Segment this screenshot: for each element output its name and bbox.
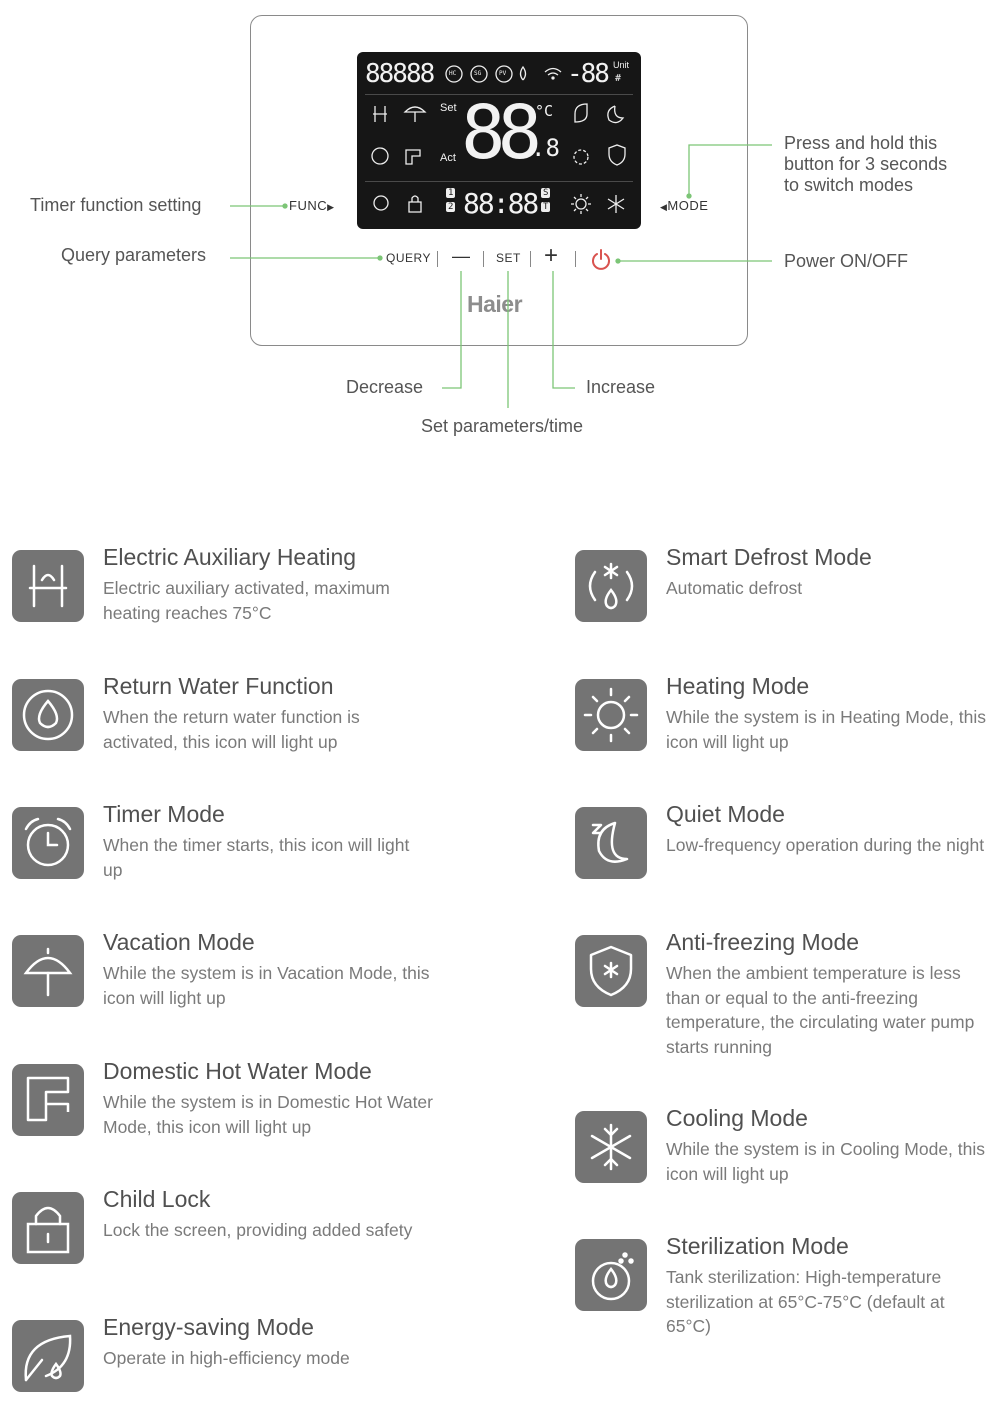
- feature-description: While the system is in Domestic Hot Water Mode, this icon will light up: [103, 1092, 433, 1137]
- feature-title: Quiet Mode: [666, 801, 785, 827]
- shield-snowflake-icon: [575, 935, 647, 1007]
- feature-title: Anti-freezing Mode: [666, 929, 860, 955]
- lcd-main-decimal: .8: [531, 134, 560, 162]
- feature-description: Low-frequency operation during the night: [666, 835, 985, 855]
- moon-icon: [575, 807, 647, 879]
- feature-title: Electric Auxiliary Heating: [103, 544, 357, 570]
- sun-icon: [575, 679, 647, 751]
- increase-callout-line: [553, 271, 575, 388]
- lcd-main-digits: 88: [461, 90, 535, 176]
- lcd-right-digits: -88: [567, 59, 608, 89]
- mode-callout-line: [689, 145, 772, 196]
- mode-callout-text: [784, 133, 947, 196]
- feature-title: Vacation Mode: [103, 929, 255, 955]
- feature-title: Energy-saving Mode: [103, 1314, 314, 1340]
- badge-2: 2: [448, 202, 454, 212]
- feature-description: While the system is in Heating Mode, this icon will light up: [666, 707, 986, 752]
- return-water-icon: [12, 679, 84, 751]
- query-callout-text: Query parameters: [61, 245, 207, 265]
- feature-title: Smart Defrost Mode: [666, 544, 872, 570]
- decrease-callout-line: [442, 271, 461, 388]
- act-label: Act: [440, 152, 456, 164]
- minus-button[interactable]: —: [452, 246, 471, 266]
- lcd-top-digits: 88888: [365, 59, 434, 89]
- feature-title: Heating Mode: [666, 673, 810, 699]
- mode-button-label: MODE: [667, 198, 709, 213]
- faucet-icon: [12, 1064, 84, 1136]
- unit-label: Unit: [613, 60, 630, 70]
- power-callout-text: Power ON/OFF: [784, 251, 909, 271]
- feature-description: When the ambient temperature is less than or equal to the anti-freezing temperature, the circulating water pump starts running: [666, 963, 975, 1057]
- feature-description: While the system is in Cooling Mode, this icon will light up: [666, 1139, 986, 1184]
- feature-description: While the system is in Vacation Mode, this icon will light up: [103, 963, 430, 1008]
- feature-title: Child Lock: [103, 1186, 211, 1212]
- badge-t: T: [543, 202, 549, 212]
- power-callout-dot: [616, 259, 620, 263]
- increase-callout-text: Increase: [586, 377, 656, 397]
- badge-1: 1: [448, 188, 454, 198]
- unit-hash: #: [615, 73, 622, 84]
- feature-description: Electric auxiliary activated, maximum heating reaches 75°C: [103, 578, 390, 623]
- func-callout-dot: [283, 204, 287, 208]
- electric-heating-icon: [12, 550, 84, 622]
- feature-title: Domestic Hot Water Mode: [103, 1058, 372, 1084]
- query-button[interactable]: QUERY: [386, 251, 431, 265]
- feature-description: Automatic defrost: [666, 578, 803, 598]
- degree-unit: °C: [535, 102, 554, 120]
- feature-description: Lock the screen, providing added safety: [103, 1220, 413, 1240]
- brand-logo: Haier: [467, 291, 523, 317]
- feature-description: When the return water function is activated, this icon will light up: [103, 707, 360, 752]
- feature-description: Tank sterilization: High-temperature sterilization at 65°C-75°C (default at 65°C): [666, 1267, 945, 1336]
- mode-callout-dot: [687, 194, 691, 198]
- feature-description: Operate in high-efficiency mode: [103, 1348, 350, 1368]
- hc-badge-label: HC: [449, 70, 457, 77]
- feature-description: When the timer starts, this icon will light up: [103, 835, 410, 880]
- feature-title: Cooling Mode: [666, 1105, 808, 1131]
- leaf-drop-icon: [12, 1320, 84, 1392]
- sg-badge-label: SG: [474, 70, 482, 77]
- mode-callout-line-2: button for 3 seconds: [784, 154, 948, 174]
- callout-lines: [0, 0, 1000, 460]
- feature-title: Return Water Function: [103, 673, 334, 699]
- func-callout-text: Timer function setting: [30, 195, 202, 215]
- set-callout-text: Set parameters/time: [421, 416, 584, 436]
- snowflake-icon: [575, 1111, 647, 1183]
- mode-callout-line-1: Press and hold this: [784, 133, 938, 153]
- defrost-icon: [575, 550, 647, 622]
- func-button-label: FUNC: [289, 198, 328, 213]
- plus-button[interactable]: +: [544, 242, 559, 269]
- decrease-callout-text: Decrease: [346, 377, 424, 397]
- triangle-right-icon: ▶: [327, 202, 335, 212]
- triangle-left-icon: ◀: [660, 202, 668, 212]
- umbrella-icon: [12, 935, 84, 1007]
- alarm-clock-icon: [12, 807, 84, 879]
- sterilization-icon: [575, 1239, 647, 1311]
- query-callout-dot: [378, 256, 382, 260]
- padlock-icon: [12, 1192, 84, 1264]
- pv-badge-label: PV: [499, 70, 507, 77]
- feature-title: Timer Mode: [103, 801, 225, 827]
- mode-callout-line-3: to switch modes: [784, 175, 914, 195]
- feature-title: Sterilization Mode: [666, 1233, 849, 1259]
- set-label: Set: [440, 102, 457, 114]
- lcd-time-digits: 88:88: [463, 187, 538, 220]
- badge-s: S: [543, 188, 549, 198]
- set-button[interactable]: SET: [496, 251, 521, 265]
